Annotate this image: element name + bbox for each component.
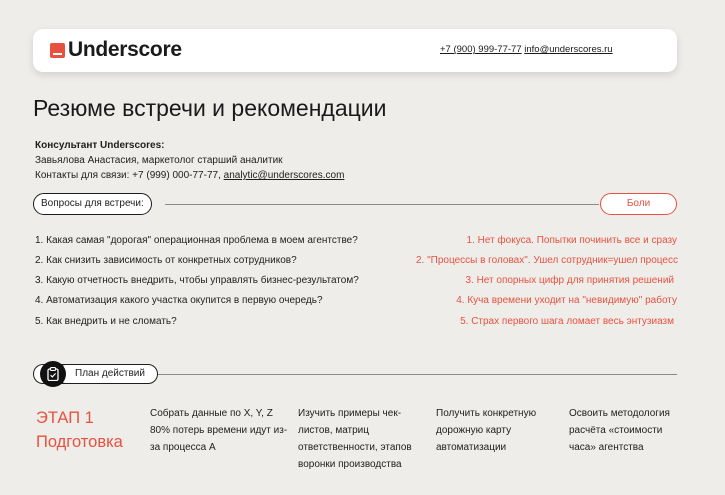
logo-text: Underscore [68,38,182,61]
question-text: 4. Автоматизация какого участка окупится в первую очередь? [35,295,323,306]
header-contacts [440,44,613,55]
clipboard-icon [40,361,66,387]
question-row [35,255,677,269]
pains-label-pill: Боли [600,193,677,215]
question-row [35,235,677,249]
stage-name: Подготовка [36,433,123,451]
header-phone-link[interactable]: +7 (900) 999-77-77 [440,44,522,55]
questions-divider [165,204,599,205]
question-text: 2. Как снизить зависимость от конкретных сотрудников? [35,255,297,266]
questions-label-pill: Вопросы для встречи: [33,193,152,215]
consultant-name: Завьялова Анастасия, маркетолог старший аналитик [35,155,283,166]
plan-label-pill: План действий [56,364,158,384]
plan-step: Собрать данные по X, Y, Z 80% потерь времени идут из-за процесса А [150,408,288,453]
stage-block [36,406,123,454]
plan-step: Получить конкретную дорожную карту автоматизации [436,408,537,453]
question-row [35,316,677,330]
consultant-contacts-prefix: Контакты для связи: +7 (999) 000-77-77, [35,170,224,181]
pain-text: 2. "Процессы в головах". Ушел сотрудник=ушел процесс [415,255,678,266]
plan-step: Освоить методология расчёта «стоимости часа» агентства [569,408,670,453]
question-row [35,295,677,309]
pain-text: 4. Куча времени уходит на "невидимую" работу [456,295,677,306]
logo-mark-icon [50,43,65,58]
question-text: 1. Какая самая "дорогая" операционная проблема в моем агентстве? [35,235,358,246]
question-text: 5. Как внедрить и не сломать? [35,316,177,327]
pain-text: 3. Нет опорных цифр для принятия решений [465,275,674,286]
clipboard-icon-glyph [47,367,59,381]
logo[interactable] [50,38,182,62]
header-email-link[interactable]: info@underscores.ru [524,44,613,55]
stage-number: ЭТАП 1 [36,409,94,427]
header-card [33,29,677,72]
consultant-email-link[interactable]: analytic@underscores.com [223,170,345,181]
page-title: Резюме встречи и рекомендации [33,95,387,121]
plan-step: Изучить примеры чек-листов, матриц ответственности, этапов воронки производства [298,408,412,470]
consultant-contacts [35,168,344,183]
question-text: 3. Какую отчетность внедрить, чтобы управлять бизнес-результатом? [35,275,359,286]
consultant-heading: Консультант Underscores: [35,140,165,151]
pain-text: 5. Страх первого шага ломает весь энтузиазм [460,316,674,327]
consultant-block [35,138,344,183]
question-row [35,275,677,289]
pain-text: 1. Нет фокуса. Попытки починить все и сразу [466,235,677,246]
